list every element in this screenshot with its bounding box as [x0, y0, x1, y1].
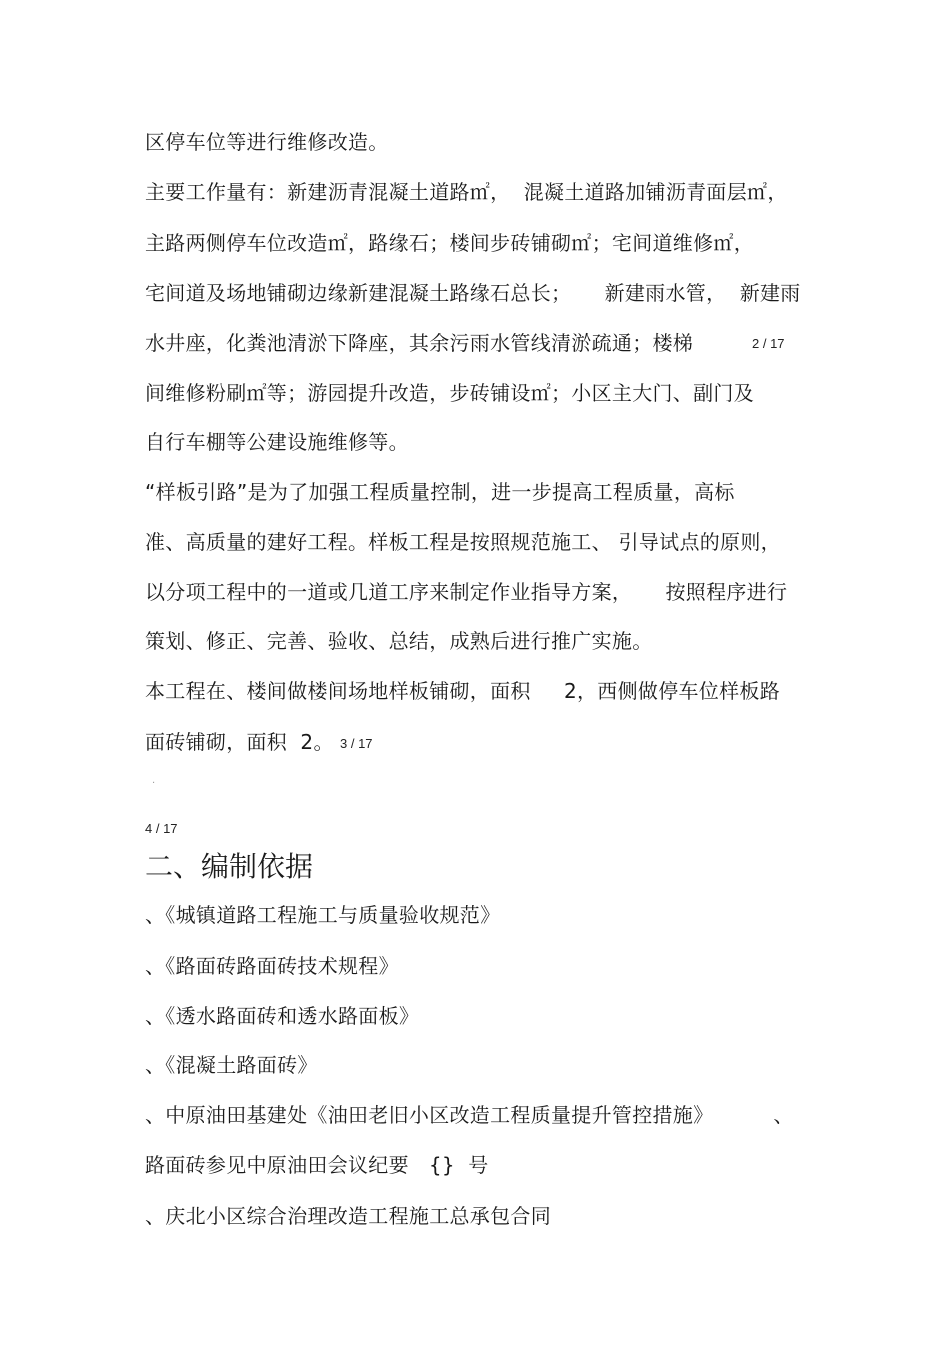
list-item: 、《路面砖路面砖技术规程》 [145, 954, 399, 978]
list-item: 、《混凝土路面砖》 [145, 1053, 318, 1077]
text-line: 主路两侧停车位改造㎡，路缘石；楼间步砖铺砌㎡；宅间道维修㎡， [145, 231, 754, 255]
page-number: 3 / 17 [340, 736, 373, 751]
text-line: “样板引路”是为了加强工程质量控制，进一步提高工程质量，高标 [145, 480, 735, 504]
list-item: 、《透水路面砖和透水路面板》 [145, 1004, 420, 1028]
text-line: 本工程在、楼间做楼间场地样板铺砌，面积 2，西侧做停车位样板路 [145, 679, 781, 703]
list-item: 路面砖参见中原油田会议纪要 {} 号 [145, 1153, 489, 1177]
text-line: 以分项工程中的一道或几道工序来制定作业指导方案， 按照程序进行 [145, 580, 788, 604]
list-item: 、中原油田基建处《油田老旧小区改造工程质量提升管控措施》 、 [145, 1103, 794, 1127]
text-line: 水井座，化粪池清淤下降座，其余污雨水管线清淤疏通；楼梯 [145, 331, 694, 355]
text-line: 准、高质量的建好工程。样板工程是按照规范施工、 引导试点的原则， [145, 530, 781, 554]
page-number: 2 / 17 [752, 336, 785, 351]
list-item: 、《城镇道路工程施工与质量验收规范》 [145, 903, 501, 927]
section-heading: 二、编制依据 [145, 850, 314, 883]
text-line: 面砖铺砌，面积 2。 [145, 730, 334, 754]
text-line: 间维修粉刷㎡等；游园提升改造，步砖铺设㎡；小区主大门、副门及 [145, 381, 754, 405]
text-line: 策划、修正、完善、验收、总结，成熟后进行推广实施。 [145, 629, 653, 653]
text-line: 宅间道及场地铺砌边缘新建混凝土路缘石总长； 新建雨水管， 新建雨 [145, 281, 801, 305]
list-item: 、庆北小区综合治理改造工程施工总承包合同 [145, 1204, 551, 1228]
page-number: 4 / 17 [145, 821, 178, 836]
text-line: 区停车位等进行维修改造。 [145, 130, 389, 154]
text-line: 主要工作量有：新建沥青混凝土道路㎡， 混凝土道路加铺沥青面层㎡， [145, 180, 788, 204]
page-mark: · [152, 778, 156, 789]
text-line: 自行车棚等公建设施维修等。 [145, 430, 409, 454]
